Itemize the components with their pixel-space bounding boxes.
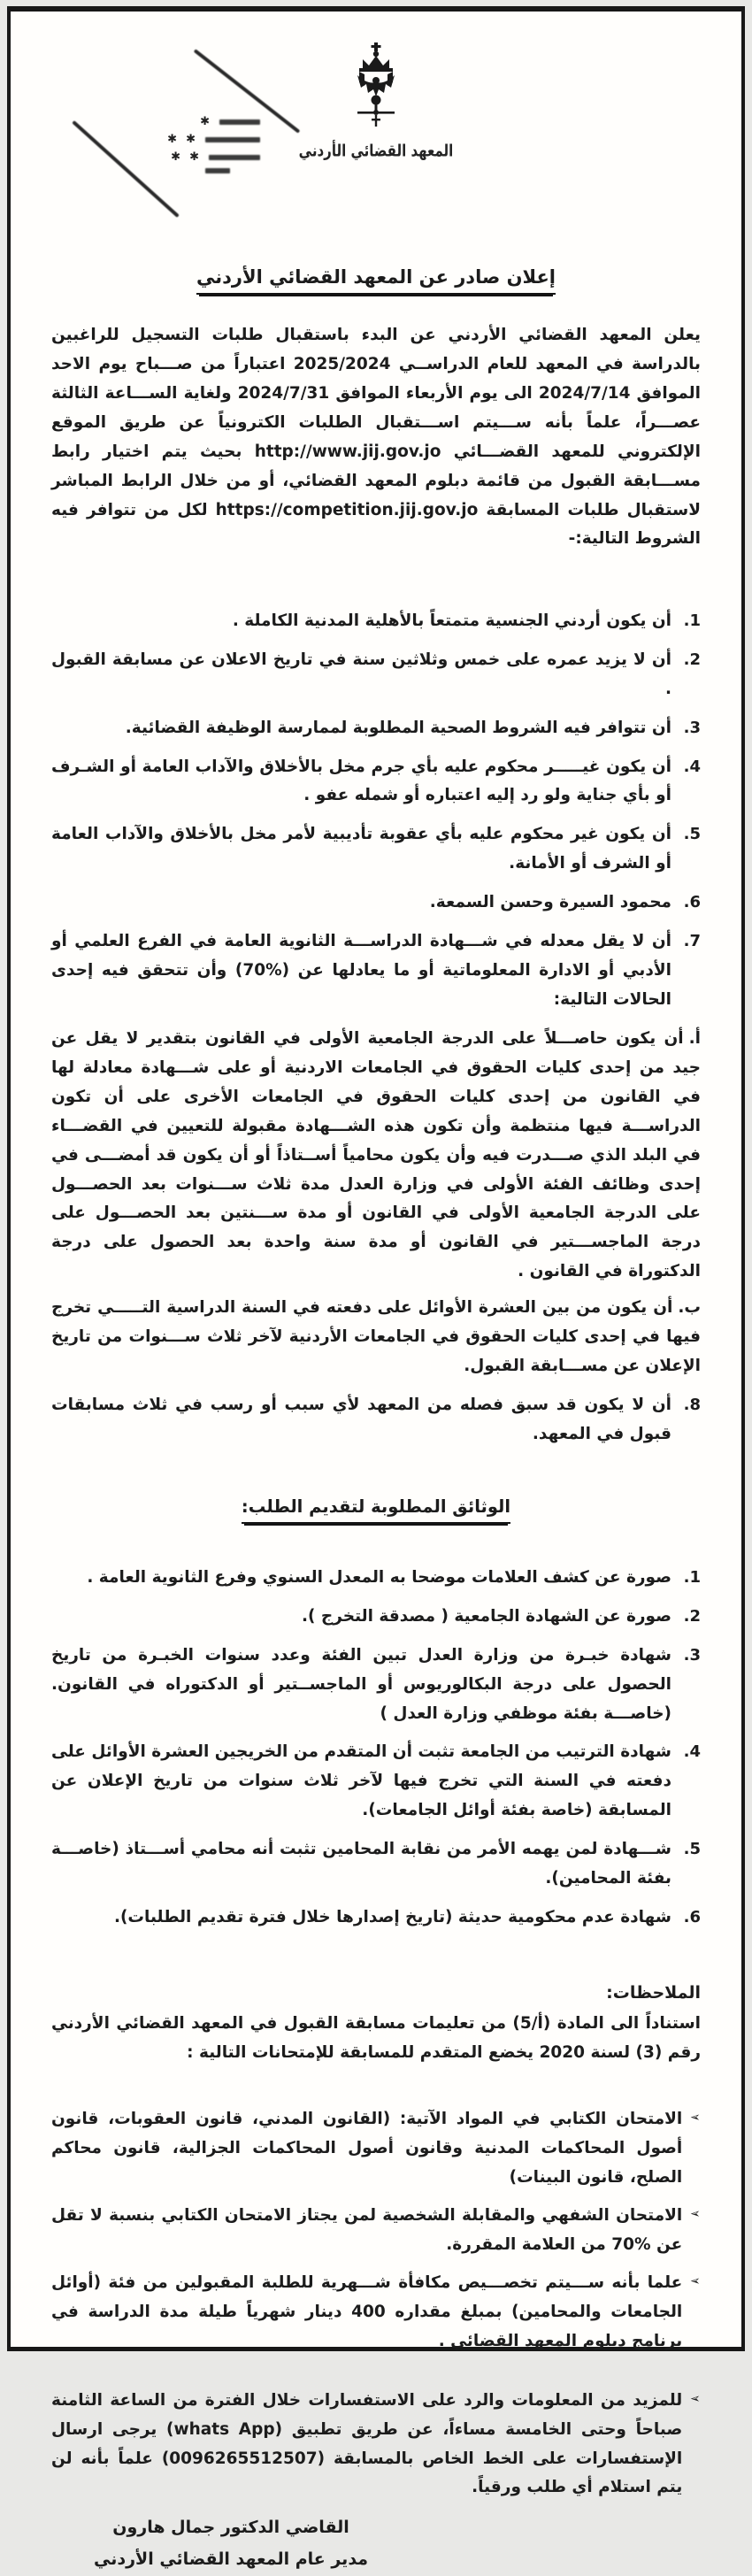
stamp-star-icon: ✱	[200, 115, 212, 128]
jordan-coat-of-arms-icon	[347, 42, 405, 130]
note-bullet: ➢ الامتحان الشفهي والمقابلة الشخصية لمن يجتاز الامتحان الكتابي بنسبة لا تقل عن %70 من العلامة المقررة.	[51, 2206, 701, 2255]
header	[51, 35, 701, 245]
announcement-sheet	[7, 6, 745, 2570]
notes-bullet-list	[51, 2096, 701, 2511]
condition-sub-item: ب.أن يكون من بين العشرة الأوائل على دفعته في السنة الدراسية التـــــي تخرج فيها في إحدى كليات الحقوق في الجامعات الأردنية لآخر ثلاث ســـنوات من تاريخ الإعلان عن مســـابقة القبول.	[51, 1298, 701, 1376]
document-item: 4. شهادة الترتيب من الجامعة تثبت أن المتقدم من الخريجين العشرة الأوائل على دفعته في السنة التي تخرج فيها لآخر ثلاث سنوات من تاريخ الإعلان عن المسابقة (خاصة بفئة أوائل الجامعات).	[51, 1742, 701, 1820]
intro-paragraph: يعلن المعهد القضائي الأردني عن البدء باستقبال طلبات التسجيل للراغبين بالدراسة في المعهد للعام الدراســي 2025/2024 اعتباراً من صـــباح يوم الاحد الموافق 2024/7/14 الى يوم الأربعاء الموافق 2024/7/31 ولغاية الســـاعة الثالثة عصـــراً، علماً بأنه ســـيتم اســـتقبال الطلبات الكترونياً عن طريق الموقع الإلكتروني للمعهد القضـــائي http://www.jij.gov.jo بحيث يتم اختيار رابط مســـابقة القبول من قائمة دبلوم المعهد القضائي، أو من خلال الرابط المباشر لاستقبال طلبات المسابقة https://competition.jij.gov.jo لكل من تتوافر فيه الشروط التالية:-	[51, 326, 701, 549]
note-bullet: ➢ للمزيد من المعلومات والرد على الاستفسارات خلال الفترة من الساعة الثامنة صباحاً وحتى الخامسة مساءاً، عن طريق تطبيق (whats App) يرجى ارسال الإستفسارات على الخط الخاص بالمسابقة (0096265512507) علماً بأنه لن يتم استلام أي طلب ورقياً.	[51, 2390, 701, 2497]
document-item: 5. شـــهادة لمن يهمه الأمر من نقابة المحامين تثبت أنه محامي أســـتاذ (خاصـــة بفئة المحامين).	[51, 1840, 701, 1888]
documents-section-heading: الوثائق المطلوبة لتقديم الطلب:	[242, 1496, 510, 1524]
arrow-bullet-icon: ➢	[690, 2391, 701, 2406]
signature-block	[94, 2511, 368, 2575]
arrow-bullet-icon: ➢	[690, 2111, 701, 2126]
signatory-title: مدير عام المعهد القضائي الأردني	[94, 2549, 369, 2570]
notes-section-heading: الملاحظات:	[606, 1982, 701, 2003]
condition-item: 2. أن لا يزيد عمره على خمس وثلاثين سنة في تاريخ الاعلان عن مسابقة القبول .	[51, 650, 701, 698]
condition-item: 5. أن يكون غير محكوم عليه بأي عقوبة تأديبية لأمر مخل بالأخلاق والآداب العامة أو الشرف أو الأمانة.	[51, 825, 701, 873]
page-title: إعلان صادر عن المعهد القضائي الأردني	[196, 266, 556, 295]
document-item: 2. صورة عن الشهادة الجامعية ( مصدقة التخرج ).	[302, 1606, 701, 1626]
condition-item: 8. أن لا يكون قد سبق فصله من المعهد لأي سبب أو رسب في ثلاث مسابقات قبول في المعهد.	[51, 1396, 701, 1443]
stamp-star-icon: ✱ ✱	[171, 150, 202, 164]
institute-calligraphy: المعهد القضائي الأردني	[298, 140, 454, 161]
document-item: 6. شهادة عدم محكومية حديثة (تاريخ إصدارها خلال فترة تقديم الطلبات).	[113, 1908, 701, 1927]
document-item: 3. شهادة خبـرة من وزارة العدل تبين الفئة وعدد سنوات الخبـرة من تاريخ الحصول على درجة البكالوريوس أو الماجســتير أو الدكتوراه في القانون.(خاصـــة بفئة موظفي وزارة العدل )	[51, 1645, 701, 1723]
documents-list	[51, 1554, 701, 1942]
institute-emblem	[51, 42, 701, 161]
signatory-name: القاضي الدكتور جمال هارون	[112, 2518, 349, 2538]
note-bullet: ➢ الامتحان الكتابي في المواد الآتية: (القانون المدني، قانون العقوبات، قانون أصول المحاكمات المدنية وقانون أصول المحاكمات الجزالية، قانون محاكم الصلح، قانون البينات)	[51, 2110, 701, 2188]
note-bullet: ➢ علما بأنه ســـيتم تخصـــيص مكافأة شـــهرية للطلبة المقبولين من فئة (أوائل الجامعات والمحامين) بمبلغ مقداره 400 دينار شهرياً طيلة مدة الدراسة في برنامج دبلوم المعهد القضائي .	[51, 2272, 701, 2350]
document-item: 1. صورة عن كشف العلامات موضحا به المعدل السنوي وفرع الثانوية العامة .	[87, 1567, 701, 1587]
condition-item: 7. أن لا يقل معدله في شـــهادة الدراســـة الثانوية العامة في الفرع العلمي أو الأدبي أو الادارة المعلوماتية أو ما يعادلها عن (%70) وأن تتحقق فيه إحدى الحالات التالية:	[51, 932, 701, 1010]
illegible-stamp-line	[205, 168, 230, 173]
arrow-bullet-icon: ➢	[690, 2273, 701, 2288]
conditions-list	[51, 597, 701, 1459]
condition-item: 1. أن يكون أردني الجنسية متمتعاً بالأهلية المدنية الكاملة .	[232, 611, 701, 630]
arrow-bullet-icon: ➢	[690, 2207, 701, 2222]
stamp-star-icon: ✱ ✱	[167, 133, 198, 146]
notes-intro: استناداً الى المادة (أ/5) من تعليمات مسابقة القبول في المعهد القضائي الأردني رقم (3) لسنة 2020 يخضع المتقدم للمسابقة للإمتحانات التالية :	[51, 2013, 701, 2062]
condition-item: 4. أن يكون غيـــــر محكوم عليه بأي جرم مخل بالأخلاق والآداب العامة أو الشـرف أو بأي جناية ولو رد إليه اعتباره أو شمله عفو .	[51, 757, 701, 805]
condition-sub-item: أ.أن يكون حاصـــلاً على الدرجة الجامعية الأولى في القانون بتقدير لا يقل عن جيد من إحدى كليات الحقوق في الجامعات الاردنية أو على شـــهادة معادلة لها في القانون من إحدى كليات الحقوق في الجامعات الأخرى على أن تكون الدراســـة فيها منتظمة وأن تكون هذه الشـــهادة مقبولة للتعيين في القضـــاء في البلد الذي صـــدرت فيه وأن يكون محامياً أســتاذاً أو أن يكون قد أمضـــى في إحدى وظائف الفئة الأولى في وزارة العدل مدة ثلاث ســـنوات بعد الحصـــول على الدرجة الجامعية الأولى في القانون أو مدة ســـنتين بعد الحصـــول على درجة الماجســـتير في القانون أو مدة سنة واحدة بعد الحصول على درجة الدكتوراة في القانون .	[51, 1028, 701, 1281]
condition-item: 6. محمود السيرة وحسن السمعة.	[429, 893, 701, 912]
condition-item: 3. أن تتوافر فيه الشروط الصحية المطلوبة لممارسة الوظيفة القضائية.	[125, 718, 701, 737]
